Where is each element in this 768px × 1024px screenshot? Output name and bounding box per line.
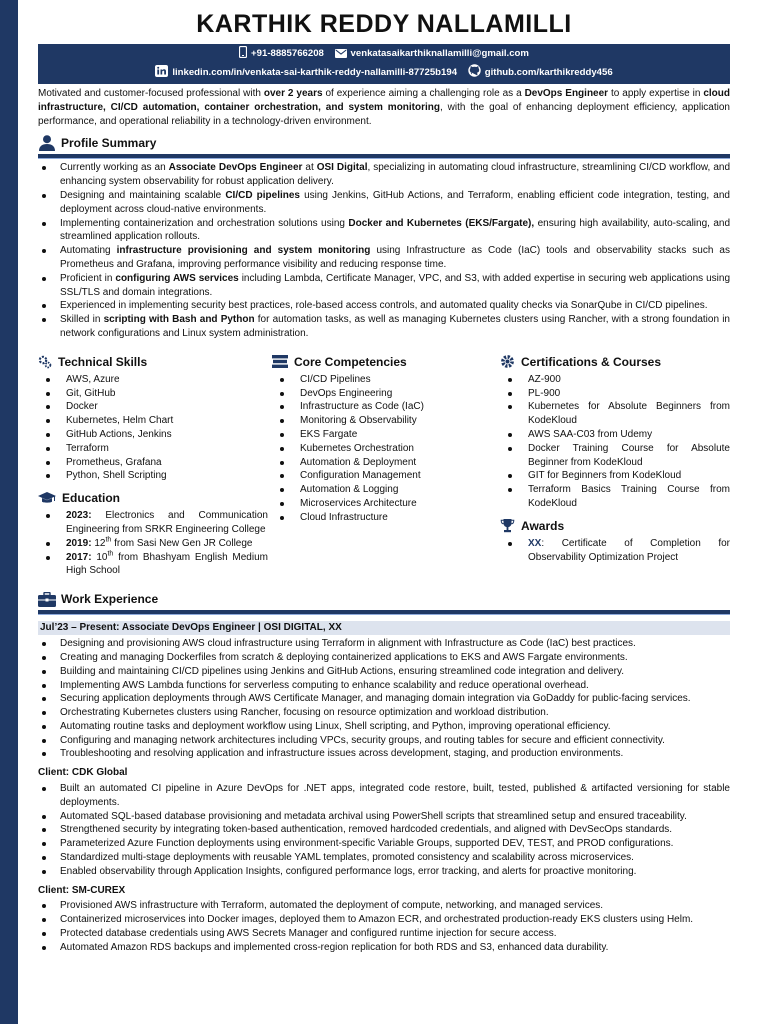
work-experience-heading: Work Experience [38, 590, 730, 608]
experience-item: Designing and provisioning AWS cloud infrastructure using Terraform in alignment with Infrastructure as Code (IaC) best practices. [38, 637, 730, 651]
mail-icon [335, 48, 347, 64]
education-heading: Education [38, 489, 268, 507]
skill-item: GitHub Actions, Jenkins [38, 428, 268, 442]
technical-skills-list [38, 373, 268, 483]
client-duty-item: Built an automated CI pipeline in Azure DevOps for .NET apps, integrated code restore, built, tested, published & artifacted versioning for stable deployments. [38, 782, 730, 810]
competency-item: Automation & Deployment [272, 456, 502, 470]
core-competencies-list [272, 373, 502, 525]
client-duty-item: Protected database credentials using AWS Secrets Manager and configured runtime injection for secure access. [38, 927, 730, 941]
competency-item: EKS Fargate [272, 428, 502, 442]
linkedin-contact[interactable] [155, 65, 457, 83]
profile-summary-item: Experienced in implementing security best practices, role-based access controls, and automated quality checks via SonarQube in CI/CD pipelines. [38, 299, 730, 313]
email-contact[interactable] [335, 46, 529, 64]
github-icon [468, 64, 481, 83]
briefcase-icon [38, 592, 56, 607]
intro-paragraph: Motivated and customer-focused professional with over 2 years of experience aiming a challenging role as a DevOps Engineer to apply expertise in cloud infrastructure, CI/CD automation, container orchestration, and system monitoring, with the goal of enhancing deployment efficiency, application performance, and operational reliability in a technology-driven environment. [38, 88, 730, 127]
certification-item: Docker Training Course for Absolute Beginner from KodeKloud [500, 442, 730, 470]
gear-icon [500, 354, 515, 369]
competency-item: Monitoring & Observability [272, 414, 502, 428]
experience-list [38, 637, 730, 761]
education-list [38, 509, 268, 578]
education-item: 2023: Electronics and Communication Engineering from SRKR Engineering College [38, 509, 268, 537]
certification-item: AWS SAA-C03 from Udemy [500, 428, 730, 442]
client-duty-item: Containerized microservices into Docker images, deployed them to Amazon ECR, and orchestrated production-ready EKS clusters using Helm. [38, 913, 730, 927]
github-contact[interactable] [468, 64, 613, 83]
side-accent-bar [0, 0, 18, 1024]
experience-item: Creating and managing Dockerfiles from scratch & deploying containerized applications to EKS and AWS Fargate environments. [38, 651, 730, 665]
books-icon [272, 355, 288, 368]
client-duty-item: Strengthened security by integrating token-based authentication, removed hardcoded credentials, and aligned with DevSecOps standards. [38, 823, 730, 837]
phone-icon [239, 46, 247, 64]
candidate-name: KARTHIK REDDY NALLAMILLI [196, 10, 572, 38]
profile-summary-item: Designing and maintaining scalable CI/CD pipelines using Jenkins, GitHub Actions, and Terraform, enabling efficient code integration, testing, and deployment across cloud-native environments. [38, 189, 730, 217]
resume-page [38, 6, 730, 955]
phone-contact[interactable] [239, 46, 324, 64]
certification-item: Terraform Basics Training Course from KodeKloud [500, 483, 730, 511]
profile-summary-item: Proficient in configuring AWS services including Lambda, Certificate Manager, VPC, and S3, with added expertise in securing web applications using SSL/TLS and domain integrations. [38, 272, 730, 300]
right-column [500, 353, 730, 578]
work-experience-rule [38, 610, 730, 615]
client-duties-list [38, 782, 730, 879]
certifications-list [500, 373, 730, 511]
competency-item: Kubernetes Orchestration [272, 442, 502, 456]
client-duty-item: Standardized multi-stage deployments with reusable YAML templates, promoted consistency and scalability across microservices. [38, 851, 730, 865]
profile-summary-item: Implementing containerization and orchestration solutions using Docker and Kubernetes (EKS/Fargate), ensuring high availability, auto-scaling, and streamlined application rollouts. [38, 217, 730, 245]
competency-item: CI/CD Pipelines [272, 373, 502, 387]
award-tag: XX [528, 537, 542, 549]
competency-item: Configuration Management [272, 469, 502, 483]
certification-item: AZ-900 [500, 373, 730, 387]
phone-number[interactable]: +91-8885766208 [251, 48, 324, 59]
education-item: 2017: 10th from Bhashyam English Medium High School [38, 551, 268, 579]
skill-item: Python, Shell Scripting [38, 469, 268, 483]
profile-summary-item: Skilled in scripting with Bash and Python for automation tasks, as well as managing Kubernetes clusters using Rancher, with a strong foundation in network configurations and Linux system administration. [38, 313, 730, 341]
competency-item: Infrastructure as Code (IaC) [272, 400, 502, 414]
certifications-heading: Certifications & Courses [500, 353, 730, 371]
experience-item: Securing application deployments through AWS Certificate Manager, and managing domain integration via GoDaddy for public-facing services. [38, 692, 730, 706]
experience-item: Configuring and managing network architectures including VPCs, security groups, and routing tables for secure and efficient connectivity. [38, 734, 730, 748]
technical-skills-heading: Technical Skills [38, 353, 268, 371]
award-item: XX: Certificate of Completion for Observability Optimization Project [500, 537, 730, 565]
certification-item: PL-900 [500, 387, 730, 401]
skill-item: Git, GitHub [38, 387, 268, 401]
competency-item: Microservices Architecture [272, 497, 502, 511]
awards-heading: Awards [500, 517, 730, 535]
competency-item: Automation & Logging [272, 483, 502, 497]
email-link[interactable]: venkatasaikarthiknallamilli@gmail.com [350, 48, 529, 59]
person-icon [38, 135, 56, 151]
clients-container [38, 766, 730, 954]
experience-item: Automating routine tasks and deployment workflow using Linux, Shell scripting, and Python, improving operational efficiency. [38, 720, 730, 734]
competency-item: DevOps Engineering [272, 387, 502, 401]
left-column [38, 353, 268, 578]
graduation-cap-icon [38, 492, 56, 505]
certification-item: Kubernetes for Absolute Beginners from KodeKloud [500, 400, 730, 428]
contact-bar [38, 44, 730, 84]
skill-item: Terraform [38, 442, 268, 456]
client-duty-item: Parameterized Azure Function deployments using environment-specific Variable Groups, supported DEV, TEST, and PROD configurations. [38, 837, 730, 851]
profile-summary-item: Currently working as an Associate DevOps Engineer at OSI Digital, specializing in automating cloud infrastructure, streamlining CI/CD workflow, and enhancing system observability for robust application delivery. [38, 161, 730, 189]
client-duties-list [38, 899, 730, 954]
competency-item: Cloud Infrastructure [272, 511, 502, 525]
profile-summary-heading: Profile Summary [38, 134, 730, 152]
experience-item: Implementing AWS Lambda functions for serverless computing to enhance scalability and reduce operational overhead. [38, 679, 730, 693]
education-item: 2019: 12th from Sasi New Gen JR College [38, 537, 268, 551]
middle-column [272, 353, 502, 578]
certification-item: GIT for Beginners from KodeKloud [500, 469, 730, 483]
linkedin-icon [155, 65, 168, 83]
core-competencies-heading: Core Competencies [272, 353, 502, 371]
profile-summary-item: Automating infrastructure provisioning and system monitoring using Infrastructure as Code (IaC) tools and observability stacks such as Prometheus and Grafana, improving performance visibility and reducing response time. [38, 244, 730, 272]
skill-item: Docker [38, 400, 268, 414]
profile-summary-list [38, 161, 730, 340]
client-duty-item: Enabled observability through Application Insights, configured performance logs, error tracking, and alerts for proactive monitoring. [38, 865, 730, 879]
client-duty-item: Automated SQL-based database provisioning and metadata archival using PowerShell scripts that streamlined setup and ensured traceability. [38, 810, 730, 824]
client-name: Client: SM-CUREX [38, 884, 126, 896]
linkedin-link[interactable]: linkedin.com/in/venkata-sai-karthik-reddy-nallamilli-87725b194 [172, 67, 458, 78]
skill-item: Kubernetes, Helm Chart [38, 414, 268, 428]
gears-icon [38, 355, 52, 369]
client-duty-item: Provisioned AWS infrastructure with Terraform, automated the deployment of compute, networking, and managed services. [38, 899, 730, 913]
trophy-icon [500, 518, 515, 533]
experience-item: Building and maintaining CI/CD pipelines using Jenkins and GitHub Actions, ensuring streamlined code integration and delivery. [38, 665, 730, 679]
job-title-bar: Jul’23 – Present: Associate DevOps Engineer | OSI DIGITAL, XX [38, 621, 730, 635]
experience-item: Orchestrating Kubernetes clusters using Rancher, focusing on resource optimization and workload distribution. [38, 706, 730, 720]
experience-item: Troubleshooting and resolving application and infrastructure issues across development, staging, and production environments. [38, 747, 730, 761]
skill-item: AWS, Azure [38, 373, 268, 387]
profile-summary-rule [38, 154, 730, 159]
awards-list [500, 537, 730, 565]
github-link[interactable]: github.com/karthikreddy456 [484, 67, 613, 78]
client-name: Client: CDK Global [38, 767, 128, 779]
client-duty-item: Automated Amazon RDS backups and implemented cross-region replication for both RDS and S3, enhanced data durability. [38, 941, 730, 955]
skill-item: Prometheus, Grafana [38, 456, 268, 470]
